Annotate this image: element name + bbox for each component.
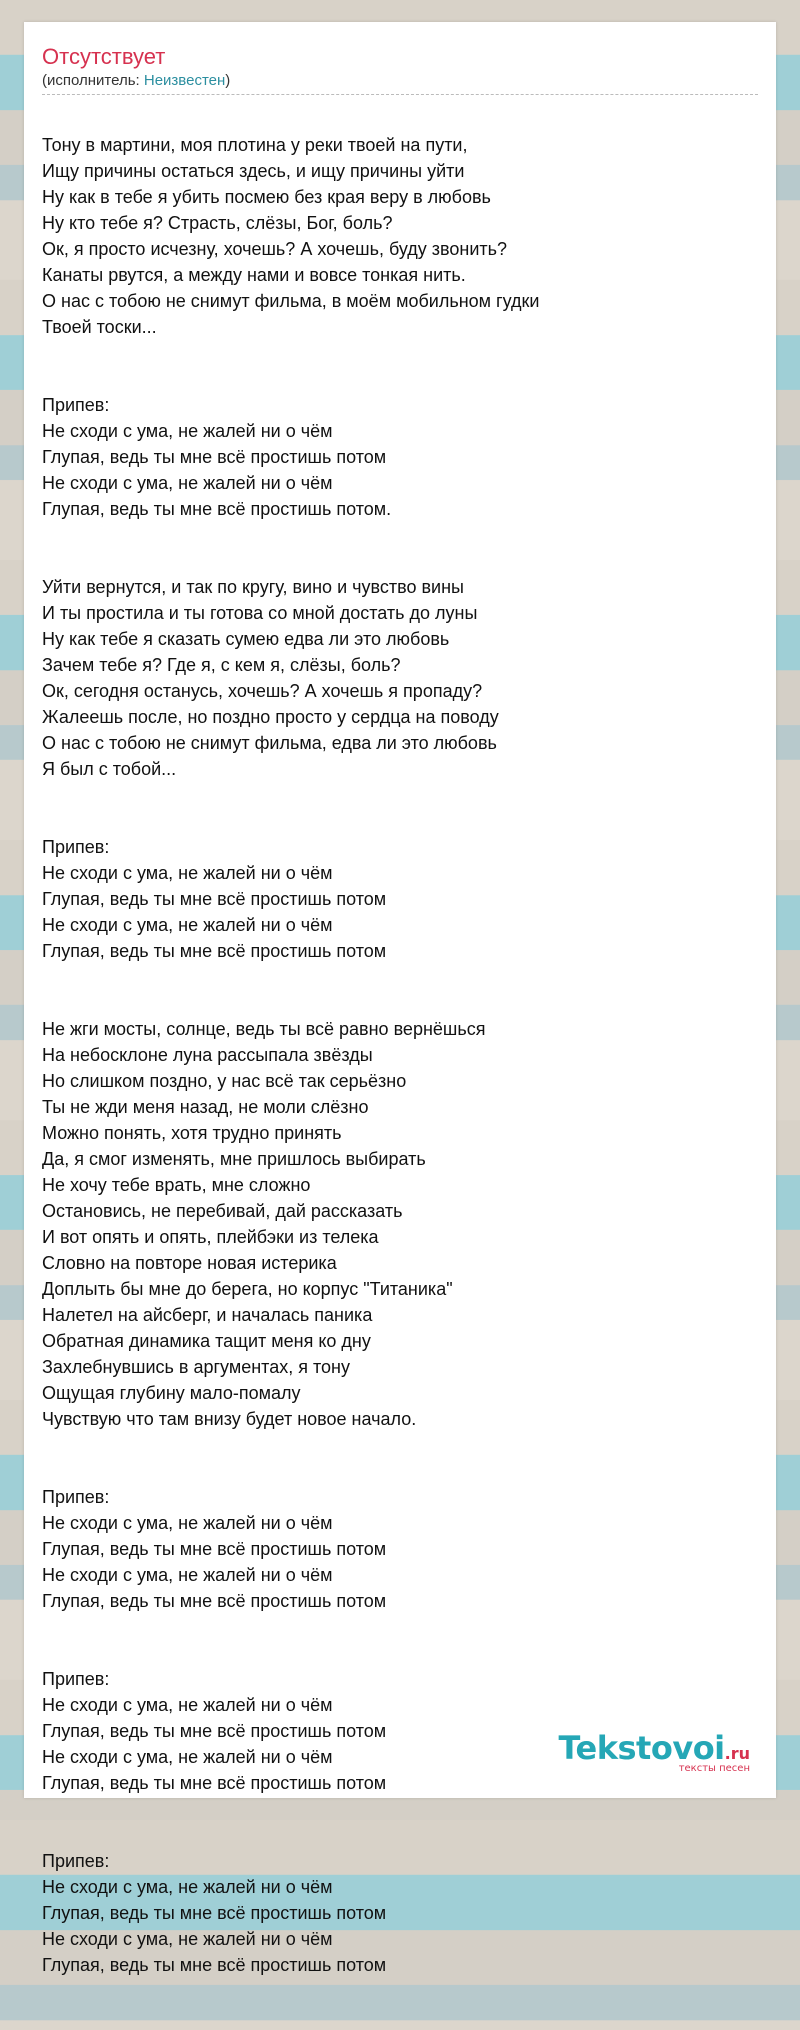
artist-suffix: ) (225, 72, 231, 89)
logo-tld: .ru (724, 1744, 750, 1763)
song-title: Отсутствует (42, 44, 166, 69)
title-divider (42, 94, 758, 95)
stanza-verse-2: Уйти вернутся, и так по кругу, вино и чувство вины И ты простила и ты готова со мной достать до луны Ну как тебе я сказать сумею едва ли это любовь Зачем тебе я? Где я, с кем я, слёзы, боль? Ок, сегодня останусь, хочешь? А хочешь я пропаду? Жалеешь после, но поздно просто у сердца на поводу О нас с тобою не снимут фильма, едва ли это любовь Я был с тобой... (42, 577, 499, 779)
stanza-verse-3: Не жги мосты, солнце, ведь ты всё равно вернёшься На небосклоне луна рассыпала звёзды Но слишком поздно, у нас всё так серьёзно Ты не жди меня назад, не моли слёзно Можно понять, хотя трудно принять Да, я смог изменять, мне пришлось выбирать Не хочу тебе врать, мне сложно Остановись, не перебивай, дай рассказать И вот опять и опять, плейбэки из телека Словно на повторе новая истерика Доплыть бы мне до берега, но корпус "Титаника" Налетел на айсберг, и началась паника Обратная динамика тащит меня ко дну Захлебнувшись в аргументах, я тону Ощущая глубину мало-помалу Чувствую что там внизу будет новое начало. (42, 1019, 486, 1429)
logo-name: Tekstovoi (558, 1729, 725, 1767)
stanza-chorus-4: Припев: Не сходи с ума, не жалей ни о чём Глупая, ведь ты мне всё простишь потом Не сходи с ума, не жалей ни о чём Глупая, ведь ты мне всё простишь потом (42, 1669, 387, 1793)
stanza-verse-1: Тону в мартини, моя плотина у реки твоей на пути, Ищу причины остаться здесь, и ищу причины уйти Ну как в тебе я убить посмею без края веру в любовь Ну кто тебе я? Страсть, слёзы, Бог, боль? Ок, я просто исчезну, хочешь? А хочешь, буду звонить? Канаты рвутся, а между нами и вовсе тонкая нить. О нас с тобою не снимут фильма, в моём мобильном гудки Твоей тоски... (42, 135, 540, 337)
artist-line (42, 72, 230, 90)
stanza-chorus-5: Припев: Не сходи с ума, не жалей ни о чём Глупая, ведь ты мне всё простишь потом Не сходи с ума, не жалей ни о чём Глупая, ведь ты мне всё простишь потом (42, 1851, 387, 1975)
logo-tagline: тексты песен (678, 1763, 750, 1774)
stanza-chorus-2: Припев: Не сходи с ума, не жалей ни о чём Глупая, ведь ты мне всё простишь потом Не сходи с ума, не жалей ни о чём Глупая, ведь ты мне всё простишь потом (42, 837, 387, 961)
site-logo[interactable] (558, 1731, 750, 1774)
stanza-chorus-1: Припев: Не сходи с ума, не жалей ни о чём Глупая, ведь ты мне всё простишь потом Не сходи с ума, не жалей ни о чём Глупая, ведь ты мне всё простишь потом. (42, 395, 392, 519)
stanza-chorus-3: Припев: Не сходи с ума, не жалей ни о чём Глупая, ведь ты мне всё простишь потом Не сходи с ума, не жалей ни о чём Глупая, ведь ты мне всё простишь потом (42, 1487, 387, 1611)
lyrics-card (24, 22, 776, 1975)
artist-prefix: (исполнитель: (42, 72, 144, 89)
artist-link[interactable]: Неизвестен (143, 72, 226, 89)
